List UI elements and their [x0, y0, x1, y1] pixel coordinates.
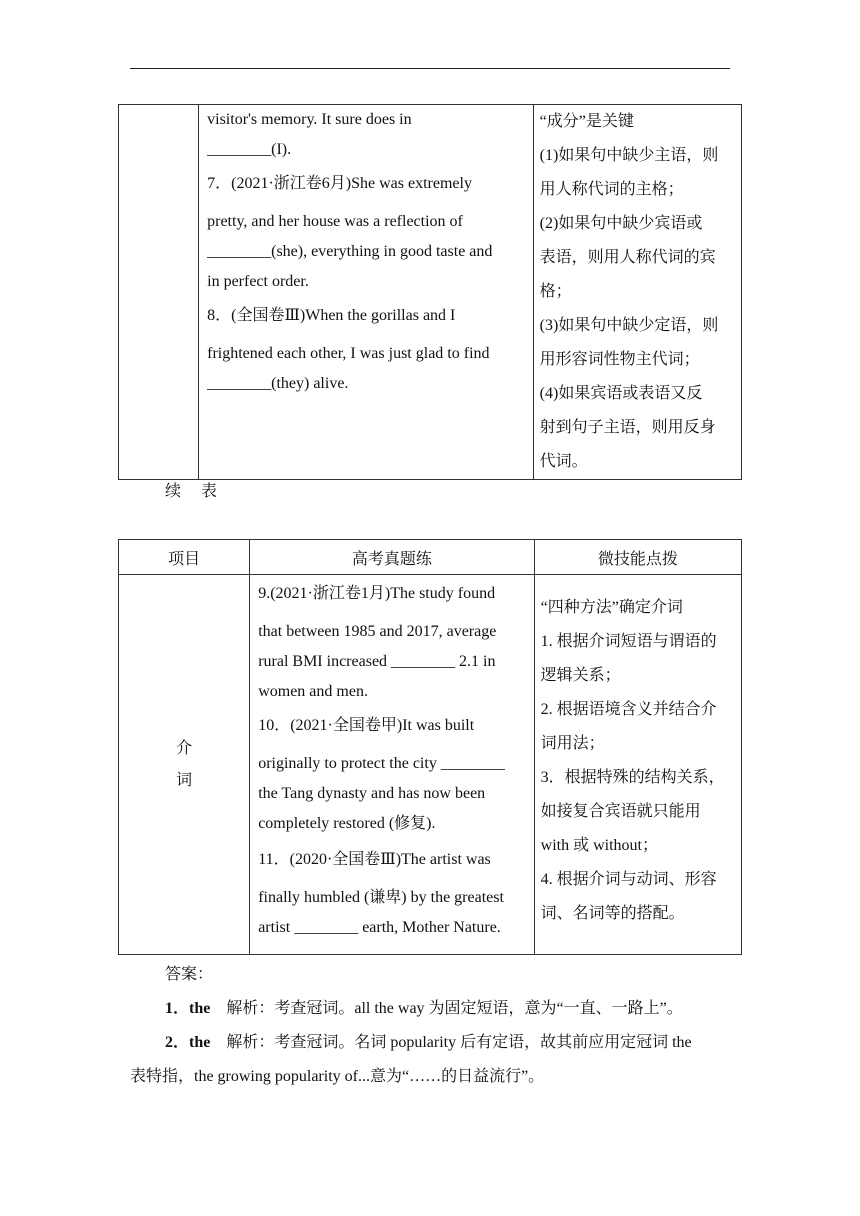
tip-line: 用人称代词的主格； — [539, 181, 684, 198]
question-line: originally to protect the city ________ — [258, 755, 505, 772]
tip-line: 词用法； — [540, 735, 605, 752]
item-cell-empty — [119, 105, 199, 480]
question-line: 8．(全国卷Ⅲ)When the gorillas and I — [207, 307, 456, 324]
tip-line: (1)如果句中缺少主语，则 — [539, 147, 719, 164]
question-line: 9.(2021·浙江卷1月)The study found — [258, 585, 496, 602]
question-line: that between 1985 and 2017, average — [258, 623, 497, 640]
tip-line: “成分”是关键 — [539, 113, 634, 130]
header-rule — [130, 68, 730, 69]
answers-heading: 答案： — [165, 966, 214, 983]
question-line: 7．(2021·浙江卷6月)She was extremely — [207, 175, 472, 192]
question-line: 10．(2021·全国卷甲)It was built — [258, 717, 475, 734]
question-line: ________(I). — [207, 141, 292, 158]
question-line: frightened each other, I was just glad to find — [207, 345, 490, 362]
tip-line: (4)如果宾语或表语又反 — [539, 385, 703, 402]
question-line: ________(they) alive. — [207, 375, 349, 392]
questions-cell — [250, 575, 534, 955]
tip-line: 4. 根据介词与动词、形容 — [540, 871, 717, 888]
tips-cell — [534, 575, 741, 955]
tips-cell — [533, 105, 741, 480]
tip-line: “四种方法”确定介词 — [540, 599, 683, 616]
continued-label: 续 表 — [165, 483, 220, 500]
tip-line: 格； — [539, 283, 572, 300]
answer-2-continued: 表特指，the growing popularity of...意为“……的日益流行”。 — [130, 1068, 545, 1085]
tip-line: 词、名词等的搭配。 — [540, 905, 685, 922]
table-pronouns-continued — [118, 104, 742, 480]
header-item: 项目 — [119, 540, 250, 575]
tip-line: 3．根据特殊的结构关系， — [540, 769, 725, 786]
header-tips: 微技能点拨 — [534, 540, 741, 575]
questions-cell — [199, 105, 534, 480]
tip-line: (3)如果句中缺少定语，则 — [539, 317, 719, 334]
tip-line: (2)如果句中缺少宾语或 — [539, 215, 703, 232]
tip-line: 用形容词性物主代词； — [539, 351, 700, 368]
item-label-line1: 介 — [176, 739, 193, 757]
tip-line: with 或 without； — [540, 837, 658, 854]
question-line: ________(she), everything in good taste and — [207, 243, 493, 260]
tip-line: 如接复合宾语就只能用 — [540, 803, 701, 820]
question-line: pretty, and her house was a reflection of — [207, 213, 463, 230]
table-prepositions — [118, 539, 742, 955]
tip-line: 表语，则用人称代词的宾 — [539, 249, 716, 266]
answers-section — [130, 958, 742, 1094]
question-line: in perfect order. — [207, 273, 309, 290]
question-line: rural BMI increased ________ 2.1 in — [258, 653, 496, 670]
question-line: 11．(2020·全国卷Ⅲ)The artist was — [258, 851, 491, 868]
tip-line: 1. 根据介词短语与谓语的 — [540, 633, 717, 650]
question-line: the Tang dynasty and has now been — [258, 785, 486, 802]
tip-line: 逻辑关系； — [540, 667, 621, 684]
answer-2-num: 2．the — [165, 1034, 211, 1051]
answer-1-text: 解析：考查冠词。all the way 为固定短语，意为“一直、一路上”。 — [210, 1000, 683, 1017]
question-line: completely restored (修复). — [258, 815, 436, 832]
question-line: women and men. — [258, 683, 368, 700]
tip-line: 2. 根据语境含义并结合介 — [540, 701, 717, 718]
question-line: artist ________ earth, Mother Nature. — [258, 919, 501, 936]
tip-line: 代词。 — [539, 453, 588, 470]
tip-line: 射到句子主语，则用反身 — [539, 419, 716, 436]
answer-2 — [130, 1026, 742, 1060]
item-cell — [119, 575, 250, 955]
question-line: visitor's memory. It sure does in — [207, 111, 412, 128]
header-practice: 高考真题练 — [250, 540, 534, 575]
answer-1-num: 1．the — [165, 1000, 211, 1017]
question-line: finally humbled (谦卑) by the greatest — [258, 889, 504, 906]
answer-2-text: 解析：考查冠词。名词 popularity 后有定语，故其前应用定冠词 the — [210, 1034, 692, 1051]
answer-1 — [130, 992, 742, 1026]
item-label-line2: 词 — [176, 771, 193, 789]
